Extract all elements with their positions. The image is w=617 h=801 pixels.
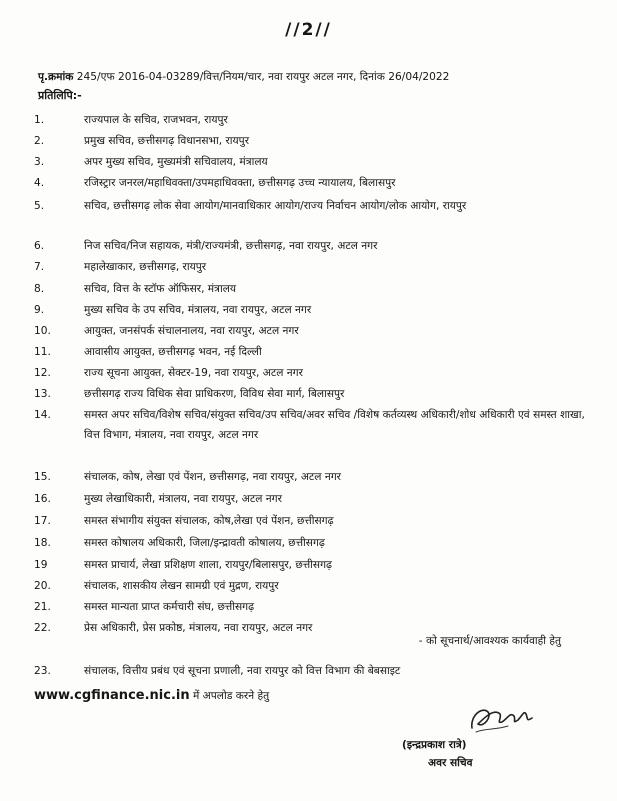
item-number: 8. — [34, 283, 45, 295]
signatory-name: (इन्द्रप्रकाश रात्रे) — [402, 739, 467, 751]
item-number: 7. — [34, 261, 45, 273]
item-number: 4. — [34, 177, 45, 189]
item-number: 12. — [34, 367, 51, 379]
item-text: छत्तीसगढ़ राज्य विधिक सेवा प्राधिकरण, विविध सेवा मार्ग, बिलासपुर — [84, 388, 345, 400]
item-text: संचालक, शासकीय लेखन सामग्री एवं मुद्रण, रायपुर — [84, 580, 279, 592]
item-text: संचालक, वित्तीय प्रबंध एवं सूचना प्रणाली, नवा रायपुर को वित्त विभाग की बेबसाइट — [84, 665, 401, 677]
reference-date: 26/04/2022 — [388, 71, 450, 83]
item-number: 10. — [34, 325, 51, 337]
notice-line: - को सूचनार्थ/आवश्यक कार्यवाही हेतु — [418, 635, 561, 647]
item-text: समस्त कोषालय अधिकारी, जिला/इन्द्रावती कोषालय, छत्तीसगढ़ — [84, 537, 325, 549]
item-text: समस्त अपर सचिव/विशेष सचिव/संयुक्त सचिव/उप सचिव/अवर सचिव /विशेष कर्तव्यस्थ अधिकारी/शोध अधिकारी एवं समस्त शाखा, वित्त विभाग, मंत्रालय, नवा रायपुर, अटल नगर — [84, 409, 585, 441]
reference-line — [38, 70, 598, 84]
item-number: 14. — [34, 409, 51, 421]
item-text: अपर मुख्य सचिव, मुख्यमंत्री सचिवालय, मंत्रालय — [84, 156, 268, 168]
website-url[interactable]: www.cgfinance.nic.in — [34, 688, 190, 703]
item-number: 16. — [34, 493, 51, 505]
item-text: आयुक्त, जनसंपर्क संचालनालय, नवा रायपुर, अटल नगर — [84, 325, 299, 337]
reference-text: /एफ 2016-04-03289/वित्त/नियम/चार, नवा रायपुर अटल नगर, दिनांक — [97, 71, 385, 83]
reference-label: पृ.क्रमांक — [38, 71, 74, 83]
item-number: 11. — [34, 346, 51, 358]
website-suffix: में अपलोड करने हेतु — [192, 690, 270, 702]
item-text: समस्त मान्यता प्राप्त कर्मचारी संघ, छत्तीसगढ़ — [84, 601, 255, 613]
item-text: महालेखाकार, छत्तीसगढ़, रायपुर — [84, 261, 207, 273]
item-text: प्रेस अधिकारी, प्रेस प्रकोष्ठ, मंत्रालय, नवा रायपुर, अटल नगर — [84, 622, 313, 634]
signatory-designation: अवर सचिव — [428, 757, 473, 769]
item-text: रजिस्ट्रार जनरल/महाधिवक्ता/उपमहाधिवक्ता, छत्तीसगढ़ उच्च न्यायालय, बिलासपुर — [84, 177, 396, 189]
item-text: निज सचिव/निज सहायक, मंत्री/राज्यमंत्री, छत्तीसगढ़, नवा रायपुर, अटल नगर — [84, 240, 378, 252]
item-text: सचिव, वित्त के स्टॉफ ऑफिसर, मंत्रालय — [84, 283, 237, 295]
item-text: राज्यपाल के सचिव, राजभवन, रायपुर — [84, 114, 228, 126]
item-text: प्रमुख सचिव, छत्तीसगढ़ विधानसभा, रायपुर — [84, 135, 250, 147]
item-text: सचिव, छत्तीसगढ़ लोक सेवा आयोग/मानवाधिकार आयोग/राज्य निर्वाचन आयोग/लोक आयोग, रायपुर — [84, 200, 467, 212]
item-text: समस्त संभागीय संयुक्त संचालक, कोष,लेखा एवं पेंशन, छत्तीसगढ़ — [84, 515, 334, 527]
page-number: //2// — [285, 20, 332, 40]
item-number: 18. — [34, 537, 51, 549]
item-number: 21. — [34, 601, 51, 613]
item-text: मुख्य सचिव के उप सचिव, मंत्रालय, नवा रायपुर, अटल नगर — [84, 304, 312, 316]
item-number: 22. — [34, 622, 51, 634]
item-number: 23. — [34, 665, 51, 677]
item-text: आवासीय आयुक्त, छत्तीसगढ़ भवन, नई दिल्ली — [84, 346, 262, 358]
item-text: राज्य सूचना आयुक्त, सेक्टर-19, नवा रायपुर, अटल नगर — [84, 367, 303, 379]
copy-heading: प्रतिलिपि:- — [38, 89, 82, 102]
item-text: मुख्य लेखाधिकारी, मंत्रालय, नवा रायपुर, अटल नगर — [84, 493, 282, 505]
item-number: 9. — [34, 304, 45, 316]
item-number: 6. — [34, 240, 45, 252]
reference-number: 245 — [76, 71, 98, 83]
item-number: 17. — [34, 515, 51, 527]
item-number: 15. — [34, 471, 51, 483]
item-text: समस्त प्राचार्य, लेखा प्रशिक्षण शाला, रायपुर/बिलासपुर, छत्तीसगढ़ — [84, 559, 332, 571]
item-number: 13. — [34, 388, 51, 400]
item-number: 5. — [34, 200, 45, 212]
item-number: 1. — [34, 114, 45, 126]
website-line — [34, 688, 269, 703]
signature-icon — [466, 698, 546, 738]
item-number: 3. — [34, 156, 45, 168]
item-number: 2. — [34, 135, 45, 147]
item-number: 20. — [34, 580, 51, 592]
item-number: 19 — [34, 559, 48, 571]
item-text: संचालक, कोष, लेखा एवं पेंशन, छत्तीसगढ़, नवा रायपुर, अटल नगर — [84, 471, 341, 483]
